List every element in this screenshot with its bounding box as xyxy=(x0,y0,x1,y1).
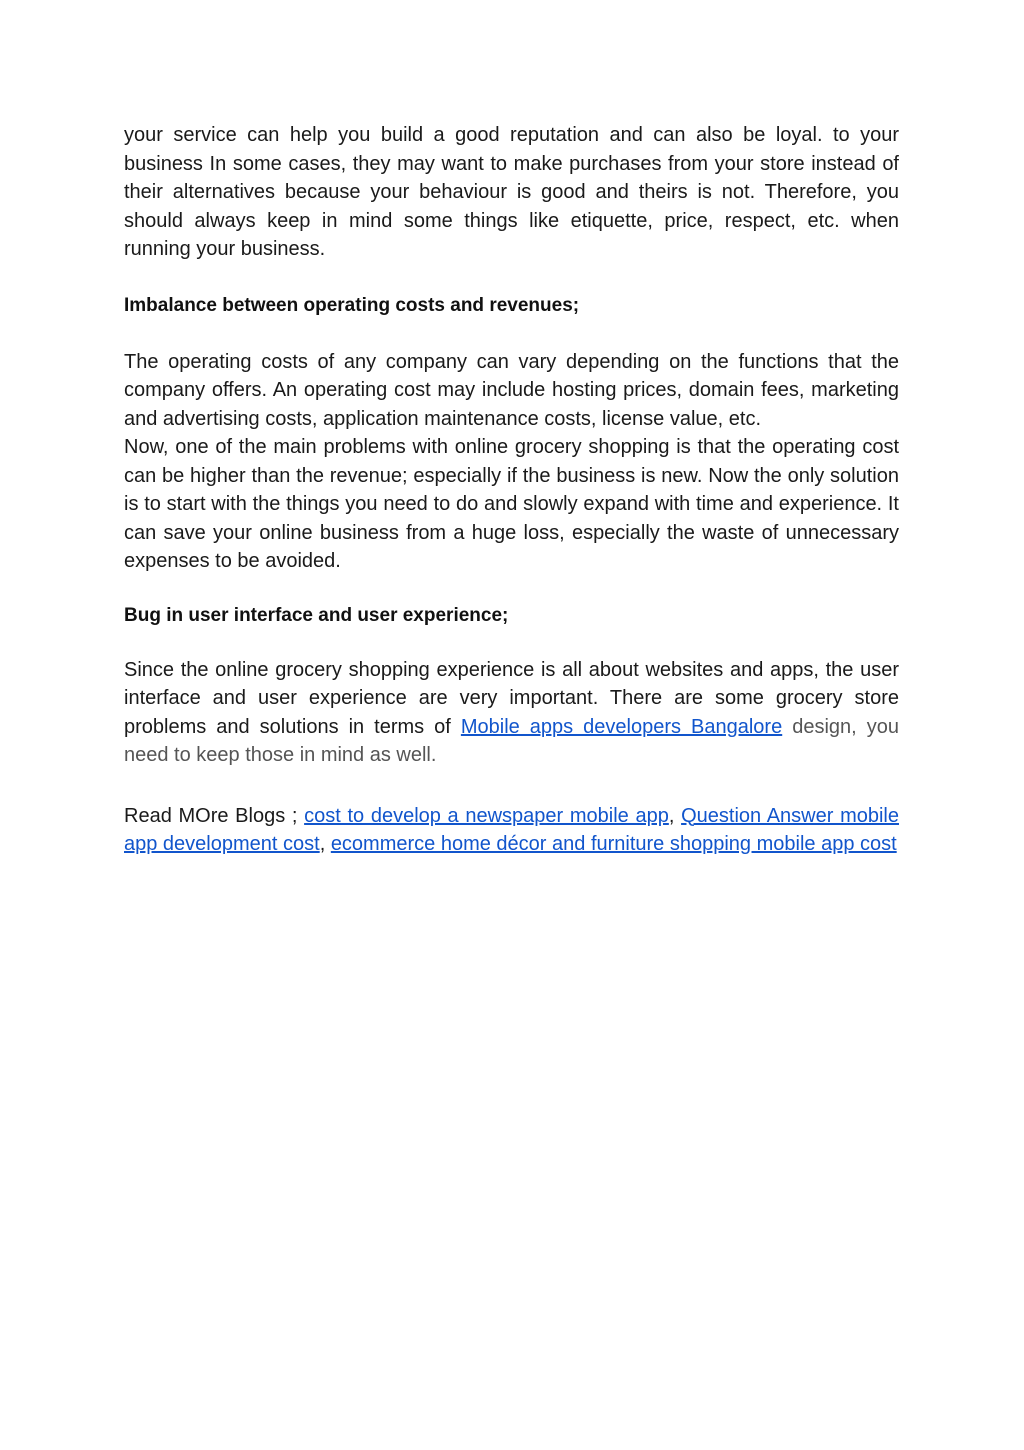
separator: , xyxy=(319,833,331,855)
question-answer-app-cost-link[interactable]: Question Answer mobile app development cost xyxy=(124,804,899,855)
heading-imbalance: Imbalance between operating costs and revenues; xyxy=(124,294,580,316)
ui-ux-trailing-text: design, you need to keep those in mind as well. xyxy=(124,715,899,766)
read-more-label: Read MOre Blogs ; xyxy=(124,804,305,827)
heading-bug: Bug in user interface and user experience; xyxy=(124,604,509,626)
read-more-paragraph xyxy=(124,802,899,859)
ui-ux-paragraph xyxy=(124,656,899,770)
ui-ux-text: Since the online grocery shopping experience is all about websites and apps, the user interface and user experience are very important. There are some grocery store problems and solutions in terms of xyxy=(124,658,899,738)
ecommerce-decor-app-cost-link[interactable]: ecommerce home décor and furniture shopping mobile app cost xyxy=(330,833,897,855)
intro-paragraph: your service can help you build a good reputation and can also be loyal. to your business In some cases, they may want to make purchases from your store instead of their alternatives because your behaviour is good and theirs is not. Therefore, you should always keep in mind some things like etiquette, price, respect, etc. when running your business. xyxy=(124,124,899,260)
operating-costs-paragraph: The operating costs of any company can vary depending on the functions that the company offers. An operating cost may include hosting prices, domain fees, marketing and advertising costs, application maintenance costs, license value, etc. xyxy=(124,350,899,430)
document-page xyxy=(124,121,899,859)
mobile-apps-developers-link[interactable]: Mobile apps developers Bangalore xyxy=(460,715,783,738)
newspaper-app-cost-link[interactable]: cost to develop a newspaper mobile app xyxy=(304,804,669,827)
operating-problem-paragraph: Now, one of the main problems with online grocery shopping is that the operating cost can be higher than the revenue; especially if the business is new. Now the only solution is to start with the things you need to do and slowly expand with time and experience. It can save your online business from a huge loss, especially the waste of unnecessary expenses to be avoided. xyxy=(124,436,899,572)
separator: , xyxy=(668,804,682,827)
